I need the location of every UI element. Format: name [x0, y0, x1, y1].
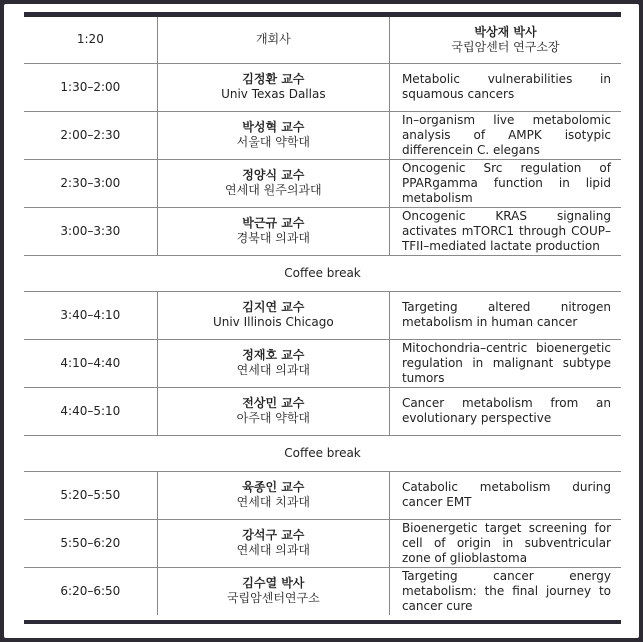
program-schedule-table [24, 17, 621, 615]
session-time: 5:50–6:20 [24, 519, 157, 567]
speaker-affiliation: 국립암센터연구소 [226, 591, 320, 606]
session-row [24, 291, 621, 339]
session-time: 4:10–4:40 [24, 339, 157, 387]
speaker-name: 정재호 교수 [242, 348, 305, 362]
talk-title: Bioenergetic target screening for cell of origin in subventricular zone of glioblastoma [389, 519, 621, 567]
session-row [24, 111, 621, 159]
speaker-affiliation: 연세대 의과대 [236, 363, 311, 377]
break-row [24, 435, 621, 471]
session-speaker [157, 567, 389, 615]
opening-time: 1:20 [24, 17, 157, 63]
session-row [24, 387, 621, 435]
speaker-name: 김지연 교수 [242, 300, 305, 314]
session-speaker [157, 339, 389, 387]
talk-title: In–organism live metabolomic analysis of AMPK isotypic differencein C. elegans [389, 111, 621, 159]
session-speaker [157, 291, 389, 339]
session-time: 2:00–2:30 [24, 111, 157, 159]
talk-title: Metabolic vulnerabilities in squamous cancers [389, 63, 621, 111]
talk-title: Catabolic metabolism during cancer EMT [389, 471, 621, 519]
speaker-affiliation: 연세대 의과대 [236, 543, 311, 557]
host-affiliation: 국립암센터 연구소장 [451, 39, 560, 54]
coffee-break-label: Coffee break [24, 435, 621, 471]
speaker-name: 육종인 교수 [242, 480, 305, 494]
session-time: 2:30–3:00 [24, 159, 157, 207]
talk-title: Oncogenic KRAS signaling activates mTORC1 through COUP–TFII–mediated lactate production [389, 207, 621, 255]
speaker-affiliation: 서울대 약학대 [236, 135, 311, 149]
host-name: 박상재 박사 [474, 24, 537, 39]
speaker-name: 강석구 교수 [242, 528, 305, 542]
session-row [24, 567, 621, 615]
speaker-affiliation: 아주대 약학대 [236, 411, 311, 425]
session-time: 1:30–2:00 [24, 63, 157, 111]
session-time: 3:40–4:10 [24, 291, 157, 339]
talk-title: Mitochondria–centric bioenergetic regulation in malignant subtype tumors [389, 339, 621, 387]
talk-title: Targeting cancer energy metabolism: the final journey to cancer cure [401, 568, 611, 613]
session-speaker [157, 471, 389, 519]
speaker-affiliation: 연세대 치과대 [236, 495, 311, 509]
speaker-name: 김수열 박사 [242, 576, 305, 591]
opening-label: 개회사 [157, 17, 389, 63]
speaker-affiliation: Univ Illinois Chicago [212, 315, 334, 329]
speaker-affiliation: 연세대 원주의과대 [225, 183, 322, 197]
opening-row [24, 17, 621, 63]
break-row [24, 255, 621, 291]
speaker-name: 정양식 교수 [242, 168, 305, 182]
session-speaker [157, 207, 389, 255]
opening-host [389, 17, 621, 63]
session-time: 5:20–5:50 [24, 471, 157, 519]
bottom-rule [24, 620, 621, 624]
session-row [24, 519, 621, 567]
session-speaker [157, 519, 389, 567]
session-speaker [157, 111, 389, 159]
speaker-affiliation: 경북대 의과대 [236, 231, 311, 245]
speaker-affiliation: Univ Texas Dallas [221, 87, 326, 101]
speaker-name: 박근규 교수 [242, 216, 305, 230]
speaker-name: 김정환 교수 [242, 72, 305, 86]
session-time: 6:20–6:50 [24, 567, 157, 615]
talk-title: Targeting altered nitrogen metabolism in human cancer [389, 291, 621, 339]
speaker-name: 박성혁 교수 [242, 120, 305, 134]
session-speaker [157, 63, 389, 111]
session-row [24, 471, 621, 519]
session-row [24, 159, 621, 207]
session-speaker [157, 159, 389, 207]
session-time: 4:40–5:10 [24, 387, 157, 435]
talk-title: Cancer metabolism from an evolutionary perspective [389, 387, 621, 435]
session-time: 3:00–3:30 [24, 207, 157, 255]
session-speaker [157, 387, 389, 435]
coffee-break-label: Coffee break [24, 255, 621, 291]
session-row [24, 207, 621, 255]
session-row [24, 63, 621, 111]
speaker-name: 전상민 교수 [242, 396, 305, 410]
session-row [24, 339, 621, 387]
talk-title: Oncogenic Src regulation of PPARgamma function in lipid metabolism [389, 159, 621, 207]
